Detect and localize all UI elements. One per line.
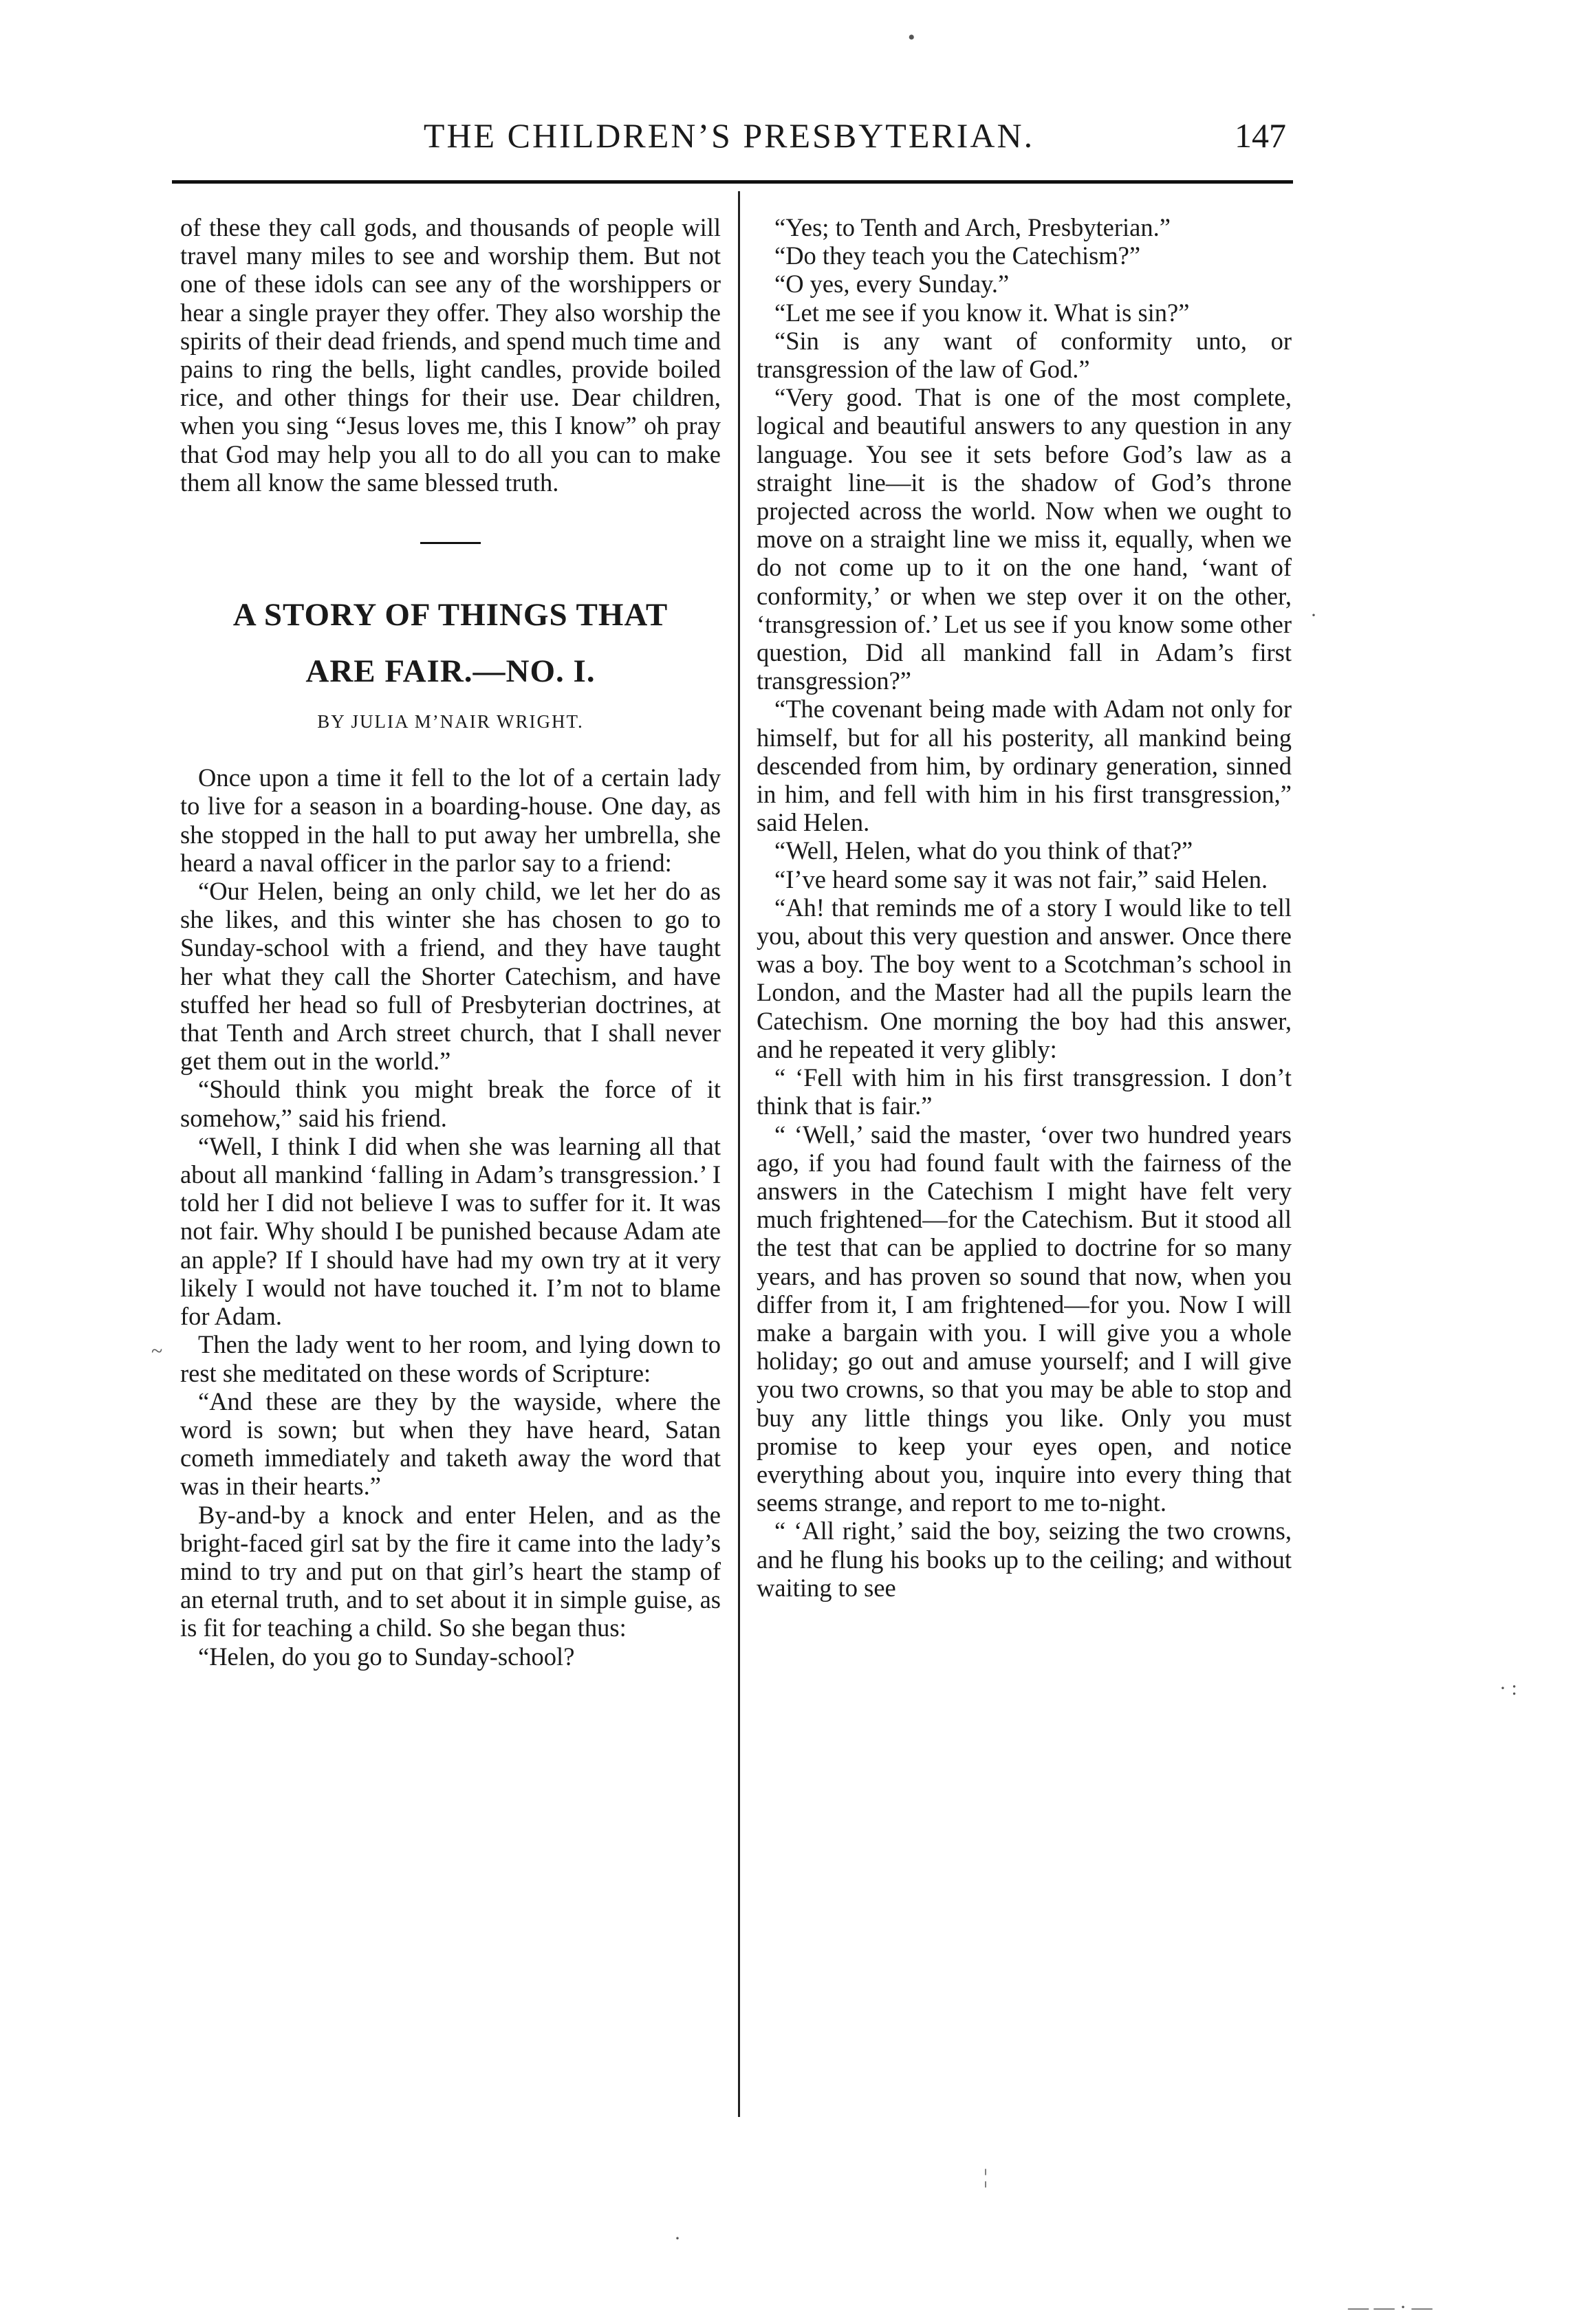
margin-ink-mark: · : — [1499, 1677, 1517, 1699]
paragraph: Then the lady went to her room, and lying down to rest she meditated on these words of Scripture: — [180, 1330, 721, 1387]
paragraph: “Very good. That is one of the most complete, logical and beautiful answers to any question in any language. You see it sets before God’s law as a straight line—it is the shadow of God’s throne projected across the world. Now when we ought to move on a straight line we miss it, equally, when we do not come up to it on the one hand, ‘want of conformity,’ or when we step over it on the other, ‘transgression of.’ Let us see if you know some other question, Did all mankind fall in Adam’s first transgression?” — [757, 383, 1292, 695]
header-rule — [172, 180, 1293, 184]
paragraph: “And these are they by the wayside, where the word is sown; but when they have heard, Satan cometh immediately and taketh away the word that was in their hearts.” — [180, 1387, 721, 1501]
paragraph: “Sin is any want of conformity unto, or transgression of the law of God.” — [757, 326, 1292, 384]
paragraph: “Well, Helen, what do you think of that?” — [774, 836, 1193, 865]
paragraph: “ ‘Fell with him in his first transgression. I don’t think that is fair.” — [757, 1063, 1292, 1120]
paragraph: “O yes, every Sunday.” — [774, 270, 1010, 298]
section-divider-rule — [420, 542, 481, 544]
column-divider — [738, 191, 740, 2117]
paragraph: “Well, I think I did when she was learning all that about all mankind ‘falling in Adam’s transgression.’ I told her I did not believe I was to suffer for it. It was not fair. Why should I be punished because Adam ate an apple? If I should have had my own try at it very likely I would not have touched it. I’m not to blame for Adam. — [180, 1131, 721, 1331]
margin-ink-mark: · — [674, 2227, 681, 2250]
byline: BY JULIA M’NAIR WRIGHT. — [317, 711, 584, 732]
paragraph: “Helen, do you go to Sunday-school? — [198, 1642, 575, 1671]
story-title-line-2: ARE FAIR.—NO. I. — [305, 653, 596, 690]
margin-ink-mark: · — [1310, 604, 1317, 627]
paragraph: “Ah! that reminds me of a story I would like to tell you, about this very question and answer. Once there was a boy. The boy went to a Scotchman’s school in London, and the Master had all the pupils learn the Catechism. One morning the boy had this answer, and he repeated it very glibly: — [757, 893, 1292, 1063]
paragraph: “Yes; to Tenth and Arch, Presbyterian.” — [774, 213, 1171, 241]
paragraph: “Do they teach you the Catechism?” — [774, 241, 1141, 270]
paragraph: “Our Helen, being an only child, we let her do as she likes, and this winter she has chosen to go to Sunday-school with a friend, and they have taught her what they call the Shorter Catechism, and have stuffed her head so full of Presbyterian doctrines, at that Tenth and Arch street church, that I shall never get them out in the world.” — [180, 877, 721, 1076]
margin-ink-mark: — — · — — [1348, 2296, 1433, 2318]
margin-ink-mark: ¦ — [984, 2165, 988, 2188]
page-header — [172, 110, 1286, 165]
margin-ink-mark: • — [908, 26, 915, 49]
running-title: THE CHILDREN’S PRESBYTERIAN. — [423, 116, 1035, 155]
intro-paragraph: of these they call gods, and thousands of people will travel many miles to see and worship them. But not one of these idols can see any of the worshippers or hear a single prayer they offer. They also worship the spirits of their dead friends, and spend much time and pains to ring the bells, light candles, provide boiled rice, and other things for their use. Dear children, when you sing “Jesus loves me, this I know” oh pray that God may help you all to do all you can to make them all know the same blessed truth. — [180, 213, 721, 497]
right-column — [757, 213, 1292, 1602]
paragraph: “The covenant being made with Adam not only for himself, but for all his posterity, all mankind being descended from him, by ordinary generation, sinned in him, and fell with him in his first transgression,” said Helen. — [757, 695, 1292, 837]
paragraph: “I’ve heard some say it was not fair,” said Helen. — [774, 865, 1268, 893]
story-title — [180, 587, 721, 699]
page-number: 147 — [1235, 116, 1286, 155]
paragraph: “Should think you might break the force of it somehow,” said his friend. — [180, 1075, 721, 1132]
paragraph: By-and-by a knock and enter Helen, and as the bright-faced girl sat by the fire it came into the lady’s mind to try and put on that girl’s heart the stamp of an eternal truth, and to set about it in simple guise, as is fit for teaching a child. So she began thus: — [180, 1500, 721, 1642]
left-column — [180, 213, 721, 1671]
paragraph: Once upon a time it fell to the lot of a certain lady to live for a season in a boarding-house. One day, as she stopped in the hall to put away her umbrella, she heard a naval officer in the parlor say to a friend: — [180, 763, 721, 877]
paragraph: “ ‘Well,’ said the master, ‘over two hundred years ago, if you had found fault with the fairness of the answers in the Catechism I might have felt very much frightened—for the Catechism. But it stood all the test that can be applied to doctrine for so many years, and has proven so sound that now, when you differ from it, I am frightened—for you. Now I will make a bargain with you. I will give you a whole holiday; go out and amuse yourself; and I will give you two crowns, so that you may be able to stop and buy any little things you like. Only you must promise to keep your eyes open, and notice everything about you, inquire into every thing that seems strange, and report to me to-night. — [757, 1120, 1292, 1517]
paragraph: “ ‘All right,’ said the boy, seizing the two crowns, and he flung his books up to the ceiling; and without waiting to see — [757, 1517, 1292, 1602]
margin-ink-mark: ~ — [151, 1340, 163, 1362]
story-title-line-1: A STORY OF THINGS THAT — [232, 597, 669, 633]
paragraph: “Let me see if you know it. What is sin?” — [774, 298, 1190, 327]
